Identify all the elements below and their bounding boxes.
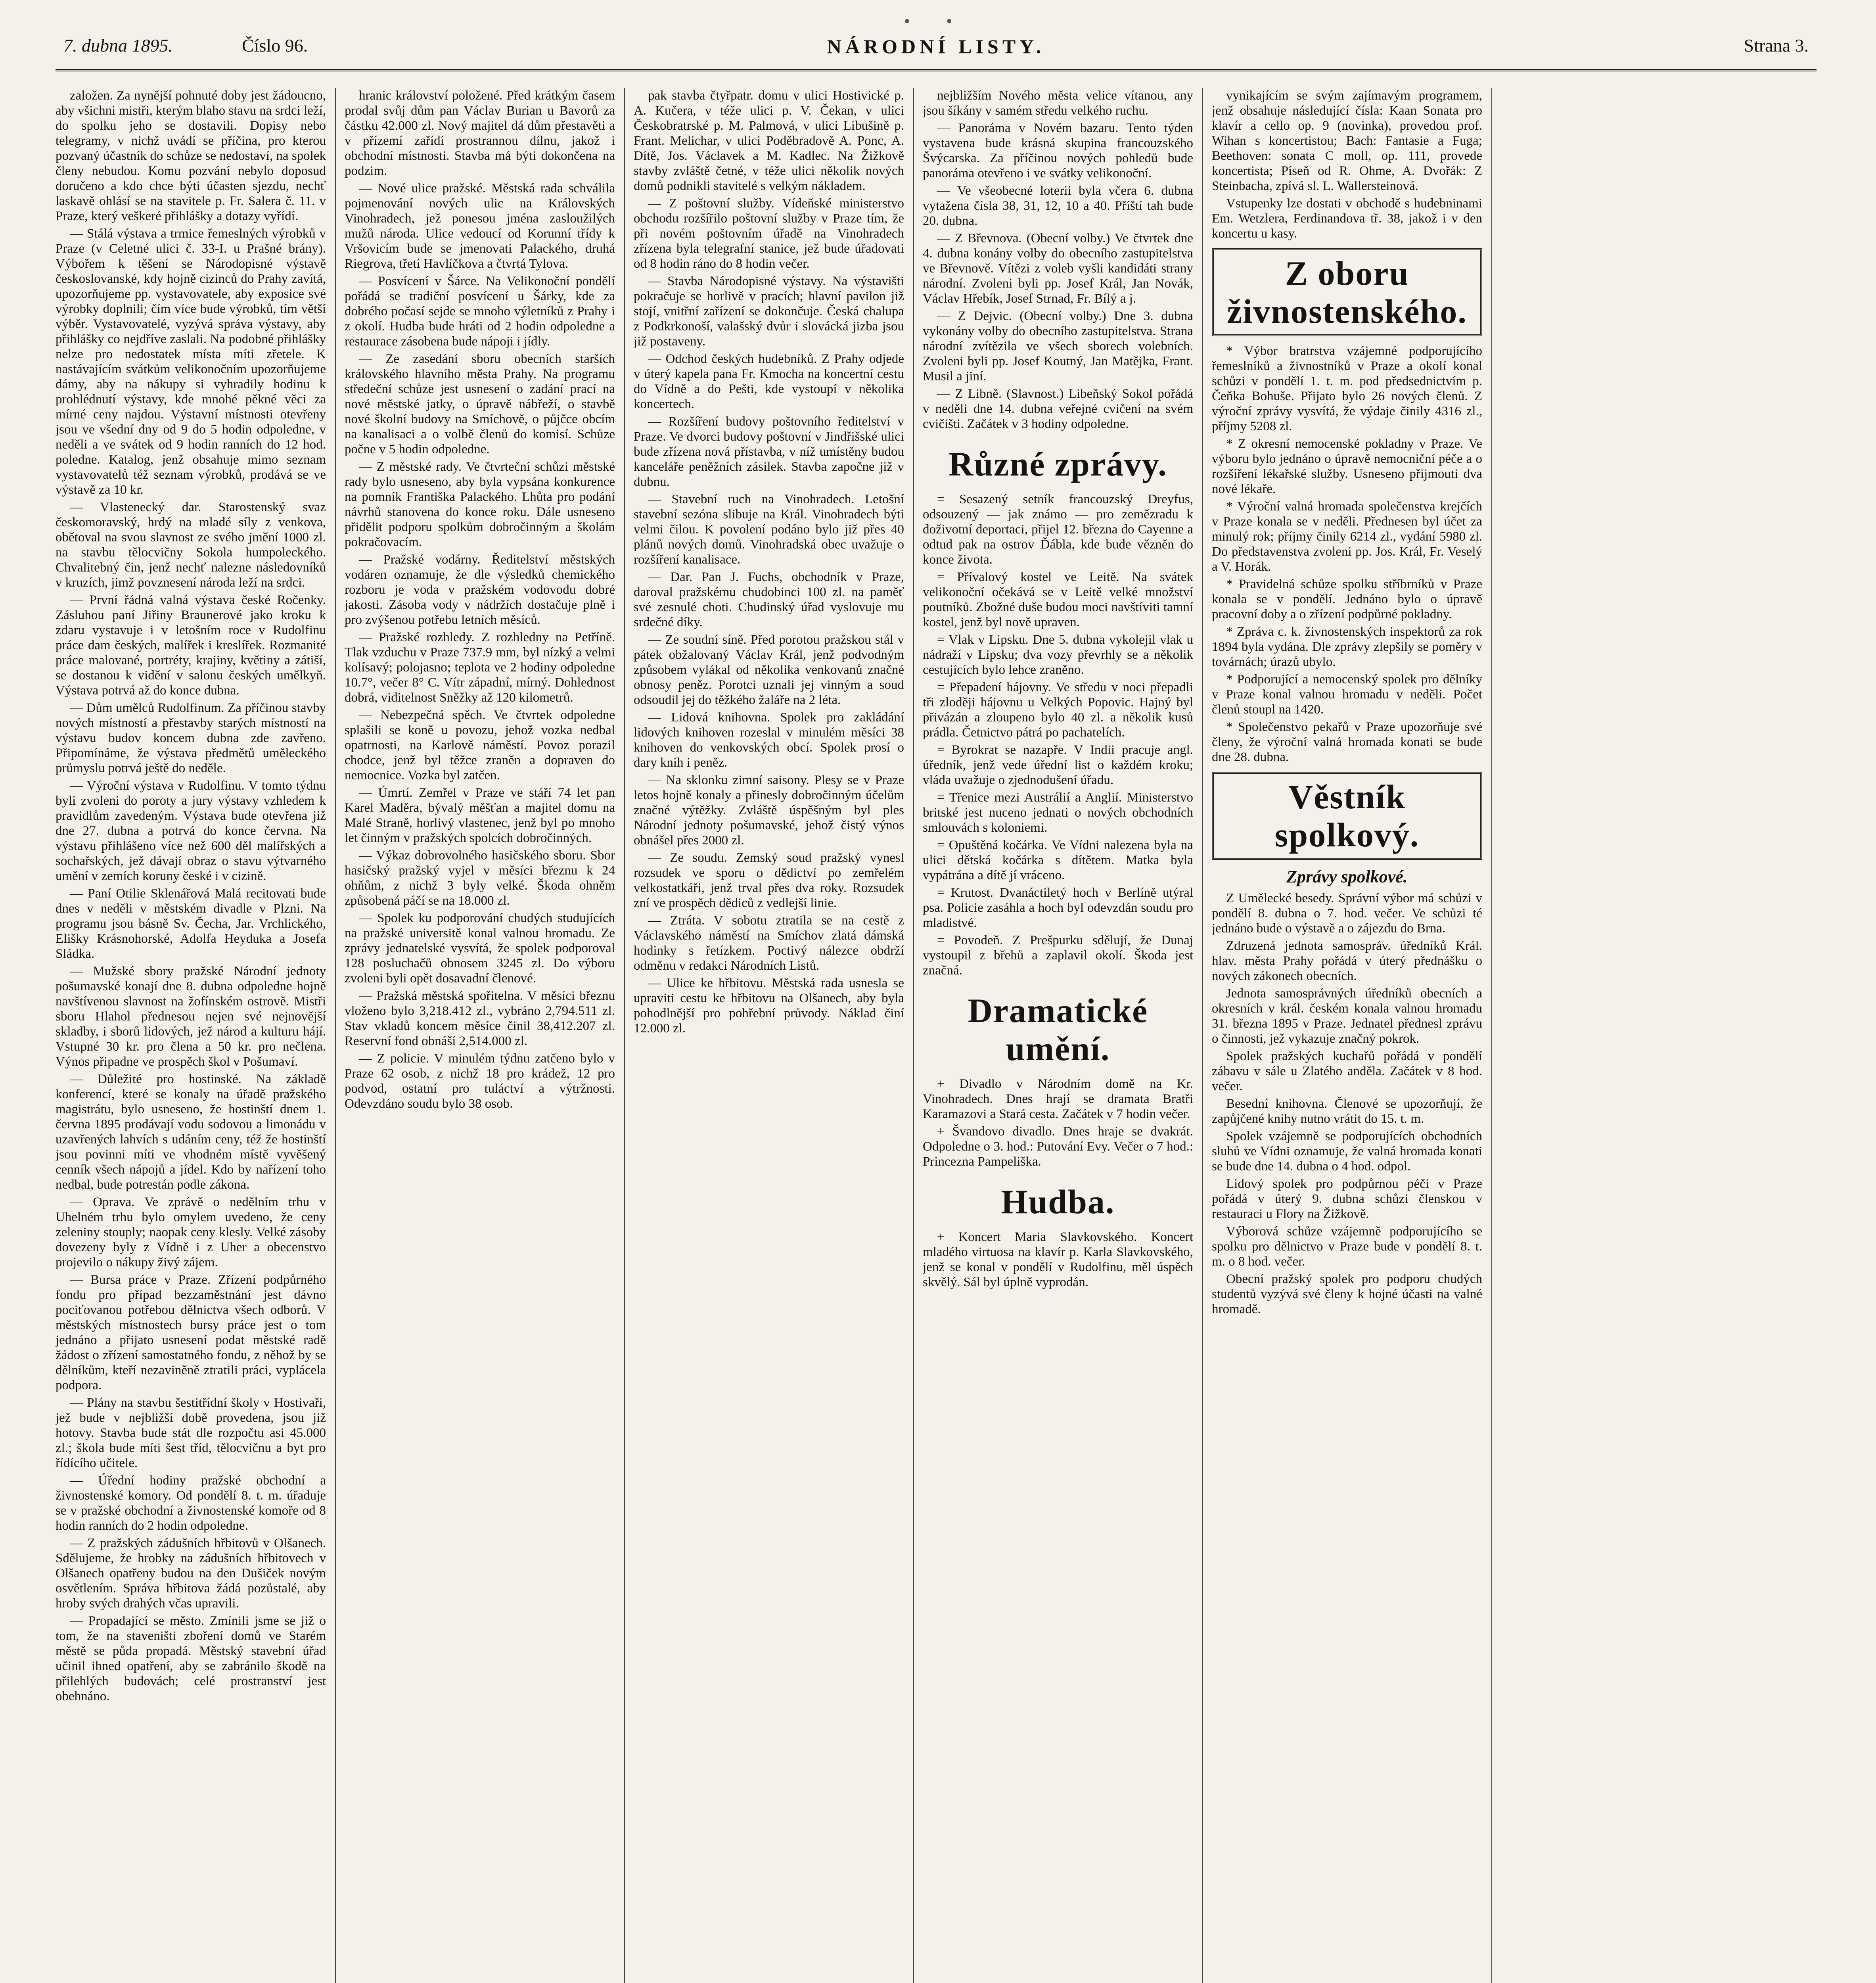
section-heading-z-oboru-zivnostenskeho: Z oboru živnostenského.	[1227, 254, 1467, 330]
top-mark: • •	[904, 12, 968, 31]
article: Obecní pražský spolek pro podporu chudých studentů vyzývá své členy k hojné účasti na valné hromadě.	[1212, 1272, 1482, 1316]
article: — Pražské vodárny. Ředitelství městských vodáren oznamuje, že dle výsledků chemického rozboru je voda v pražském vodovodu dobré jakosti. Zásoba vody v nádržích dostačuje plně i pro zvýšenou potřebu letních měsíců.	[345, 552, 615, 627]
section-heading-ruzne-zpravy: Různé zprávy.	[949, 445, 1167, 483]
article: — Ulice ke hřbitovu. Městská rada usnesla se upraviti cestu ke hřbitovu na Olšanech, aby byla pohodlnější pro pohřební průvody. Náklad činí 12.000 zl.	[634, 976, 904, 1036]
article: Lidový spolek pro podpůrnou péči v Praze pořádá v úterý 9. dubna schůzi členskou v restauraci u Flory na Žižkově.	[1212, 1177, 1482, 1221]
article: — Pražská městská spořitelna. V měsíci březnu vloženo bylo 3,218.412 zl., vybráno 2,794.511 zl. Stav vkladů koncem měsíce činil 38,412.207 zl. Reservní fond obnáší 2,514.000 zl.	[345, 989, 615, 1048]
section-heading-dramaticke-umeni: Dramatické umění.	[968, 992, 1148, 1068]
columns	[56, 88, 1816, 1983]
column-2	[345, 88, 615, 1983]
article: = Přepadení hájovny. Ve středu v noci přepadli tři zloději hájovnu u Velkých Popovic. Hajný byl přivázán a zloupeno bylo 40 zl. a několik kusů prádla. Četnictvo pátrá po pachatelích.	[923, 680, 1193, 740]
article: vynikajícím se svým zajímavým programem, jenž obsahuje následující čísla: Kaan Sonata pro klavír a cello op. 9 (novinka), provedou prof. Wihan s koncertistou; Bach: Fantasie a Fuga; Beethoven: sonata C moll, op. 111, provede koncertista; Píseň od R. Ohme, A. Dvořák: Z Steinbacha, zpívá sl. L. Wallersteinová.	[1212, 88, 1482, 193]
article: — Výkaz dobrovolného hasičského sboru. Sbor hasičský pražský vyjel v měsíci březnu k 24 ohňům, z nichž 3 byly velké. Škoda ohněm způsobená páčí se na 18.000 zl.	[345, 848, 615, 908]
article: = Třenice mezi Austrálií a Anglií. Ministerstvo britské jest nuceno jednati o nových obchodních smlouvách s koloniemi.	[923, 790, 1193, 835]
article: + Divadlo v Národním domě na Kr. Vinohradech. Dnes hrají se dramata Bratři Karamazovi a Stará cesta. Začátek v 7 hodin večer.	[923, 1077, 1193, 1121]
article: — Pražské rozhledy. Z rozhledny na Petříně. Tlak vzduchu v Praze 737.9 mm, byl nízký a velmi kolísavý; polojasno; teplota ve 2 hodiny odpoledne 10.7°, večer 8° C. Vítr západní, mírný. Dohlednost dobrá, viditelnost Sněžky až 120 kilometrů.	[345, 630, 615, 705]
article: — Z Dejvic. (Obecní volby.) Dne 3. dubna vykonány volby do obecního zastupitelstva. Strana národní zvítězila ve všech sborech volebních. Zvoleni byli pp. Josef Koutný, Jan Matějka, Frant. Musil a jiní.	[923, 309, 1193, 384]
article: — Stavební ruch na Vinohradech. Letošní stavební sezóna slibuje na Král. Vinohradech býti velmi čilou. K povolení podáno bylo již přes 40 plánů nových domů. Vinohradská obec uvažuje o rozšíření kanalisace.	[634, 492, 904, 567]
page-number: Strana 3.	[1744, 35, 1809, 56]
article: — Plány na stavbu šestitřídní školy v Hostivaři, jež bude v nejbližší době provedena, jsou již hotovy. Stavba bude stát dle rozpočtu asi 45.000 zl.; škola bude míti šest tříd, tělocvičnu a byt pro řídícího učitele.	[56, 1396, 326, 1470]
article: * Z okresní nemocenské pokladny v Praze. Ve výboru bylo jednáno o úpravě nemocniční péče a o rozšíření lékařské služby. Usneseno přijmouti dva nové lékaře.	[1212, 437, 1482, 496]
section-heading-hudba: Hudba.	[1001, 1183, 1115, 1221]
article: * Podporující a nemocenský spolek pro dělníky v Praze konal valnou hromadu v neděli. Počet členů stoupl na 1420.	[1212, 672, 1482, 717]
article: Spolek pražských kuchařů pořádá v pondělí zábavu v sále u Zlatého anděla. Začátek v 8 hod. večer.	[1212, 1049, 1482, 1093]
column-1	[56, 88, 326, 1983]
article: — Z policie. V minulém týdnu zatčeno bylo v Praze 62 osob, z nichž 18 pro krádež, 12 pro podvod, ostatní pro tuláctví a výtržnosti. Odevzdáno soudu bylo 38 osob.	[345, 1051, 615, 1111]
column-3	[634, 88, 904, 1983]
article: — První řádná valná výstava české Ročenky. Zásluhou paní Jiřiny Braunerové jako kroku k zdaru vystavuje i v letošním roce v Rudolfinu práce dam českých, malířek i kreslířek. Rozmanité práce malované, portréty, krajiny, květiny a zátiší, se dostanou k vidění v salonu českých umělkyň. Výstava potrvá až do konce dubna.	[56, 593, 326, 698]
article: — Z pražských zádušních hřbitovů v Olšanech. Sdělujeme, že hrobky na zádušních hřbitovech v Olšanech opatřeny budou na den Dušiček novým osvětlením. Správa hřbitova žádá pozůstalé, aby hroby svých drahých včas upravili.	[56, 1536, 326, 1611]
article: — Ztráta. V sobotu ztratila se na cestě z Václavského náměstí na Smíchov zlatá dámská hodinky s řetízkem. Poctivý nálezce obdrží odměnu v redakci Národních Listů.	[634, 913, 904, 973]
article: = Byrokrat se nazapře. V Indii pracuje angl. úředník, jenž vede úřední list o každém kroku; vláda uvažuje o zjednodušení úřadu.	[923, 743, 1193, 787]
article: — Důležité pro hostinské. Na základě konferencí, které se konaly na úřadě pražského magistrátu, bylo usneseno, že hostinští dnem 1. června 1895 prodávají vodu sodovou a limonádu v uzavřených lahvích s udáním ceny, též že hostinští jsou povinni míti ve vhodném místě vyvěšený cenník všech nápojů a jídel. Kdo by nařízení toho nedbal, bude potrestán podle zákona.	[56, 1072, 326, 1192]
article: Zdruzená jednota samospráv. úředníků Král. hlav. města Prahy pořádá v úterý přednášku o nových zákonech obecních.	[1212, 939, 1482, 983]
article: — Spolek ku podporování chudých studujících na pražské universitě konal valnou hromadu. Ze zprávy jednatelské vysvítá, že spolek podporoval 128 posluchačů obnosem 3245 zl. Do výboru zvoleni byli opět dosavadní členové.	[345, 911, 615, 986]
article: — Ze soudní síně. Před porotou pražskou stál v pátek obžalovaný Václav Král, jenž podvodným způsobem vylákal od několika venkovanů značné obnosy peněz. Porotci uznali jej vinným a soud odsoudil jej do těžkého žaláře na 2 léta.	[634, 633, 904, 707]
section-heading-vestnik-spolkovy: Věstník spolkový.	[1274, 778, 1420, 854]
article: * Výroční valná hromada společenstva krejčích v Praze konala se v neděli. Přednesen byl účet za minulý rok; příjmy činily 6214 zl., vydání 5980 zl. Do představenstva zvoleni pp. Jos. Král, Fr. Veselý a V. Horák.	[1212, 499, 1482, 574]
article: = Krutost. Dvanáctiletý hoch v Berlíně utýral psa. Policie zasáhla a hoch byl odevzdán soudu pro mladistvé.	[923, 886, 1193, 930]
article: * Společenstvo pekařů v Praze upozorňuje své členy, že výroční valná hromada konati se bude dne 28. dubna.	[1212, 720, 1482, 764]
article: — Stavba Národopisné výstavy. Na výstavišti pokračuje se horlivě v pracích; hlavní pavilon již stojí, vnitřní zařízení se dokončuje. Česká chalupa z Podkrkonoší, valašský dvůr i slovácká jizba jsou již postaveny.	[634, 274, 904, 349]
article: = Opuštěná kočárka. Ve Vídni nalezena byla na ulici dětská kočárka s dítětem. Matka byla vypátrána a dítě jí vráceno.	[923, 838, 1193, 882]
column-divider	[1202, 88, 1203, 1983]
article: = Přívalový kostel ve Leitě. Na svátek velikonoční očekává se v Leitě velké množství poutníků. Zbožné duše budou moci navštíviti tamní kostel, jenž byl nově upraven.	[923, 570, 1193, 629]
column-divider	[1491, 88, 1492, 1983]
article: nejbližším Nového města velice vítanou, any jsou šíkány v samém středu velkého ruchu.	[923, 88, 1193, 118]
issue-date: 7. dubna 1895.	[63, 35, 173, 56]
article: * Pravidelná schůze spolku stříbrníků v Praze konala se v pondělí. Jednáno bylo o úpravě pracovní doby a o zřízení podpůrné pokladny.	[1212, 577, 1482, 621]
article: = Povodeň. Z Prešpurku sdělují, že Dunaj vystoupil z břehů a zaplavil okolí. Škoda jest značná.	[923, 933, 1193, 978]
article: — Paní Otilie Sklenářová Malá recitovati bude dnes v neděli v městském divadle v Plzni. Na programu jsou básně Sv. Čecha, Jar. Vrchlického, Elišky Krásnohorské, Adolfa Heyduka a Josefa Sládka.	[56, 886, 326, 961]
section-box-zivnostensky	[1212, 248, 1482, 336]
article: Vstupenky lze dostati v obchodě s hudebninami Em. Wetzlera, Ferdinandova tř. 38, jakož i v den koncertu u kasy.	[1212, 196, 1482, 241]
article: — Nové ulice pražské. Městská rada schválila pojmenování nových ulic na Královských Vinohradech, jež ponesou jména zasloužilých mužů národa. Ulice vedoucí od Korunní třídy k Vršovicím bude se jmenovati Palackého, druhá Riegrova, třetí Havlíčkova a čtvrtá Tylova.	[345, 181, 615, 271]
article: — Posvícení v Šárce. Na Velikonoční pondělí pořádá se tradiční posvícení u Šárky, kde za dobrého počasí sejde se mnoho výletníků z Prahy i z okolí. Hudba bude hráti od 2 hodin odpoledne a restaurace zásobena bude nápoji i jídly.	[345, 274, 615, 349]
column-4	[923, 88, 1193, 1983]
article: = Sesazený setník francouzský Dreyfus, odsouzený — jak známo — pro zemězradu k doživotní deportaci, přijel 12. března do Cayenne a odtud pak na ostrov Ďábla, kde bude vězněn do konce života.	[923, 492, 1193, 567]
article: založen. Za nynější pohnuté doby jest žádoucno, aby všichni mistři, kterým blaho stavu na srdci leží, do spolku jeho se dostavili. Dopisy nebo telegramy, v nichž uvádí se příčina, pro kterou pozvaný účastník do schůze se nedostaví, na spolek členy nebudou. Komu pozvání nebylo doposud doručeno a kdo chce býti účasten sjezdu, nechť laskavě ohlásí se na stavitele p. Fr. Salera č. 11. v Praze, který veškeré přihlášky a dotazy vyřídí.	[56, 88, 326, 223]
article: pak stavba čtyřpatr. domu v ulici Hostivické p. A. Kučera, v téže ulici p. V. Čekan, v ulici Českobratrské p. M. Palmová, v ulici Libušině p. Frant. Melichar, v ulici Poděbradově A. Ponc, A. Dítě, Jos. Václavek a M. Kadlec. Na Žižkově stavby zvláště četné, v téže ulici několik nových domů podnikli stavitelé s velkým nákladem.	[634, 88, 904, 193]
column-5	[1212, 88, 1482, 1983]
article: — Z městské rady. Ve čtvrteční schůzi městské rady bylo usneseno, aby byla vypsána konkurence na pomník Františka Palackého. Lhůta pro podání návrhů stanovena do konce roku. Dále usneseno přidělit podporu spolkům dobročinným a školám pokračovacím.	[345, 460, 615, 549]
article: Výborová schůze vzájemně podporujícího se spolku pro dělnictvo v Praze bude v pondělí 8. t. m. o 8 hod. večer.	[1212, 1224, 1482, 1269]
article: — Stálá výstava a trmice řemeslných výrobků v Praze (v Celetné ulici č. 33-I. u Prašné brány). Výbořem k těšení se Národopisné výstavě českoslovanské, kdy hojně cizinců do Prahy zavítá, upozorňujeme pp. vystavovatele, aby exposice své výrobky doplnili; čím více bude výrobků, tím větší výběr. Vystavovatelé, vyzývá správa výstavy, aby přihlášky co nejdříve zaslali. Na podobné přihlášky nelze pro nedostatek místa míti zřetele. K nastávajícím svátkům velikonočním upozorňujeme dámy, aby na nákupy si vyhradily hodinu k prohlédnutí výstavy, kde mnohé pěkné věci za mírné ceny najdou. Výstavní místnosti otevřeny jsou ve všední dny od 9 do 5 hodin odpoledne, v neděli a ve svátek od 9 hodin ranních do 12 hod. poledne. Katalog, jenž obsahuje mimo seznam vystavovatelů též seznam výrobků, prodává se ve výstavě za 10 kr.	[56, 226, 326, 497]
article: — Rozšíření budovy poštovního ředitelství v Praze. Ve dvorci budovy poštovní v Jindřišské ulici bude zřízena nová přístavba, v níž umístěny budou kanceláře peněžních zásilek. Stavba započne již v dubnu.	[634, 414, 904, 489]
article: — Z Břevnova. (Obecní volby.) Ve čtvrtek dne 4. dubna konány volby do obecního zastupitelstva ve Břevnově. Vítězi z voleb vyšli kandidáti strany národní. Zvoleni byli pp. Josef Král, Jan Novák, Václav Hřebík, Josef Strnad, Fr. Bílý a j.	[923, 231, 1193, 306]
article: — Výroční výstava v Rudolfinu. V tomto týdnu byli zvoleni do poroty a jury výstavy vzhledem k pravidlům zavedeným. Výstava bude otevřena již dne 27. dubna a potrvá do konce června. Na výstavu přihlášeno více než 600 děl malířských a sochařských, jež dávají obraz o stavu výtvarného umění v zemích koruny české i v cizině.	[56, 779, 326, 883]
article: — Z Libně. (Slavnost.) Libeňský Sokol pořádá v neděli dne 14. dubna veřejné cvičení na svém cvičišti. Začátek v 3 hodiny odpoledne.	[923, 387, 1193, 431]
article: = Vlak v Lipsku. Dne 5. dubna vykolejil vlak u nádraží v Lipsku; dva vozy převrhly se a několik cestujících bylo lehce zraněno.	[923, 633, 1193, 677]
page-header	[56, 12, 1817, 82]
column-divider	[335, 88, 336, 1983]
article: — Oprava. Ve zprávě o nedělním trhu v Uhelném trhu bylo omylem uvedeno, že ceny zeleniny stouply; naopak ceny klesly. Velké zásoby dovezeny byly z Vídně i z Uher a obecenstvo projevilo o nákupy živý zájem.	[56, 1195, 326, 1270]
header-rule	[56, 69, 1817, 71]
article: — Úřední hodiny pražské obchodní a živnostenské komory. Od pondělí 8. t. m. úřaduje se v pražské obchodní a živnostenské komoře od 8 hodin ranních do 2 hodin odpoledne.	[56, 1473, 326, 1533]
article: — Dům umělců Rudolfinum. Za příčinou stavby nových místností a přestavby starých místností na výstavu budov koncem dubna zde zavřeno. Připomínáme, že výstava předmětů uměleckého průmyslu potrvá ještě do neděle.	[56, 701, 326, 775]
article: Besední knihovna. Členové se upozorňují, že zapůjčené knihy nutno vrátit do 15. t. m.	[1212, 1097, 1482, 1126]
column-divider	[913, 88, 914, 1983]
article: — Nebezpečná spěch. Ve čtvrtek odpoledne splašili se koně u povozu, jehož vozka nedbal opatrnosti, na Karlově náměstí. Povoz porazil chodce, jenž byl těžce zraněn a dopraven do nemocnice. Vozka byl zatčen.	[345, 708, 615, 782]
issue-number: Číslo 96.	[242, 35, 308, 56]
article: + Švandovo divadlo. Dnes hraje se dvakrát. Odpoledne o 3. hod.: Putování Evy. Večer o 7 hod.: Princezna Pampeliška.	[923, 1124, 1193, 1169]
article: — Ve všeobecné loterii byla včera 6. dubna vytažena čísla 38, 31, 12, 10 a 40. Příští tah bude 20. dubna.	[923, 184, 1193, 228]
subsection-heading-zpravy-spolkove: Zprávy spolkové.	[1286, 867, 1408, 886]
section-box-vestnik	[1212, 772, 1482, 860]
article: — Panoráma v Novém bazaru. Tento týden vystavena bude krásná skupina francouzského Švýcarska. Za příčinou nových pohledů bude panoráma otevřeno i ve svátky velikonoční.	[923, 121, 1193, 180]
article: — Ze zasedání sboru obecních starších královského hlavního města Prahy. Na programu středeční schůze jest usnesení o zadání prací na nové městské jatky, o úpravě nábřeží, o stavbě nové školní budovy na Smíchově, o půjčce obcím na kanalisaci a o volbě členů do komisí. Schůze počne v 5 hodin odpoledne.	[345, 352, 615, 456]
article: — Odchod českých hudebníků. Z Prahy odjede v úterý kapela pana Fr. Kmocha na koncertní cestu do Vídně a do Pešti, kde vystoupí v několika koncertech.	[634, 352, 904, 411]
article: hranic království položené. Před krátkým časem prodal svůj dům pan Václav Burian u Bavorů za částku 42.000 zl. Nový majitel dá dům přestavěti a v přízemí zařídí prostrannou dílnu, jakož i obchodní místnosti. Stavba má býti dokončena na podzim.	[345, 88, 615, 178]
article: * Zpráva c. k. živnostenských inspektorů za rok 1894 byla vydána. Dle zprávy zlepšily se poměry v továrnách; úrazů ubylo.	[1212, 625, 1482, 669]
article: — Ze soudu. Zemský soud pražský vynesl rozsudek ve sporu o dědictví po zemřelém velkostatkáři, jenž trval přes dva roky. Rozsudek zní ve prospěch dědiců z vedlejší linie.	[634, 851, 904, 910]
article: — Na sklonku zimní saisony. Plesy se v Praze letos hojně konaly a přinesly dobročinným účelům značné výtěžky. Zvláště úspěšným byl ples Národní jednoty pošumavské, jehož čistý výnos obnášel přes 2000 zl.	[634, 773, 904, 848]
newspaper-title: NÁRODNÍ LISTY.	[827, 35, 1045, 58]
article: — Vlastenecký dar. Starostenský svaz českomoravský, hrdý na mladé síly z venkova, obětoval na svou slavnost ze svého jmění 1000 zl. na stavbu tělocvičny Sokola humpoleckého. Chvalitebný čin, jenž nechť nalezne následovníků v kruzích, jimž povznesení národa leží na srdci.	[56, 500, 326, 590]
article: * Výbor bratrstva vzájemné podporujícího řemeslníků a živnostníků v Praze a okolí konal schůzi v pondělí 1. t. m. pod předsednictvím p. Čeňka Bohuše. Přijato bylo 26 nových členů. Z výroční zprávy vysvítá, že výdaje činily 4316 zl., příjmy 5208 zl.	[1212, 344, 1482, 433]
article: Jednota samosprávných úředníků obecních a okresních v král. českém konala valnou hromadu 31. března 1895 v Praze. Jednatel přednesl zprávu o činnosti, jež vykazuje značný pokrok.	[1212, 986, 1482, 1046]
column-divider	[624, 88, 625, 1983]
article: — Bursa práce v Praze. Zřízení podpůrného fondu pro případ bezzaměstnání jest dávno pociťovanou potřebou dělnictva všech odborů. V městských místnostech bursy práce jest o tom jednáno a přijato usnesení podat městské radě žádost o zřízení samostatného fondu, z něhož by se dělníkům, kteří nezaviněně ztratili práci, vyplácela podpora.	[56, 1273, 326, 1392]
article: — Lidová knihovna. Spolek pro zakládání lidových knihoven rozeslal v minulém měsíci 38 knihoven do venkovských obcí. Spolek prosí o dary knih i peněz.	[634, 710, 904, 770]
article: — Dar. Pan J. Fuchs, obchodník v Praze, daroval pražskému chudobinci 100 zl. na paměť své zesnulé choti. Chudinský úřad vyslovuje mu srdečné díky.	[634, 570, 904, 629]
article: — Úmrtí. Zemřel v Praze ve stáří 74 let pan Karel Maděra, bývalý měšťan a majitel domu na Malé Straně, horlivý vlastenec, jenž byl po mnoho let činným v pražských spolcích dobročinných.	[345, 786, 615, 845]
article: Spolek vzájemně se podporujících obchodních sluhů ve Vídni oznamuje, že valná hromada konati se bude dne 14. dubna o 4 hod. odpol.	[1212, 1129, 1482, 1174]
article: Z Umělecké besedy. Správní výbor má schůzi v pondělí 8. dubna o 7. hod. večer. Ve schůzi té jednáno bude o výstavě a o zájezdu do Brna.	[1212, 891, 1482, 936]
article: — Z poštovní služby. Vídeňské ministerstvo obchodu rozšířilo poštovní služby v Praze tím, že při novém poštovním úřadě na Vinohradech zřízena byla telegrafní stanice, jež bude úřadovati od 8 hodin ráno do 8 hodin večer.	[634, 196, 904, 271]
article: + Koncert Maria Slavkovského. Koncert mladého virtuosa na klavír p. Karla Slavkovského, jenž se konal v pondělí v Rudolfinu, měl úspěch skvělý. Sál byl úplně vyprodán.	[923, 1230, 1193, 1289]
article: — Propadající se město. Zmínili jsme se již o tom, že na staveništi zboření domů ve Starém městě se půda propadá. Městský stavební úřad učinil ihned opatření, aby se zabránilo škodě na přilehlých budovách; celé prostranství jest obehnáno.	[56, 1614, 326, 1703]
article: — Mužské sbory pražské Národní jednoty pošumavské konají dne 8. dubna odpoledne hojně navštívenou slavnost na žofínském ostrově. Mistři sboru Hlahol přednesou nejen své nejnovější skladby, i sborů lidových, jež národ a kulturu hájí. Vstupné 30 kr. pro člena a 50 kr. pro nečlena. Výnos připadne ve prospěch škol v Pošumaví.	[56, 964, 326, 1069]
